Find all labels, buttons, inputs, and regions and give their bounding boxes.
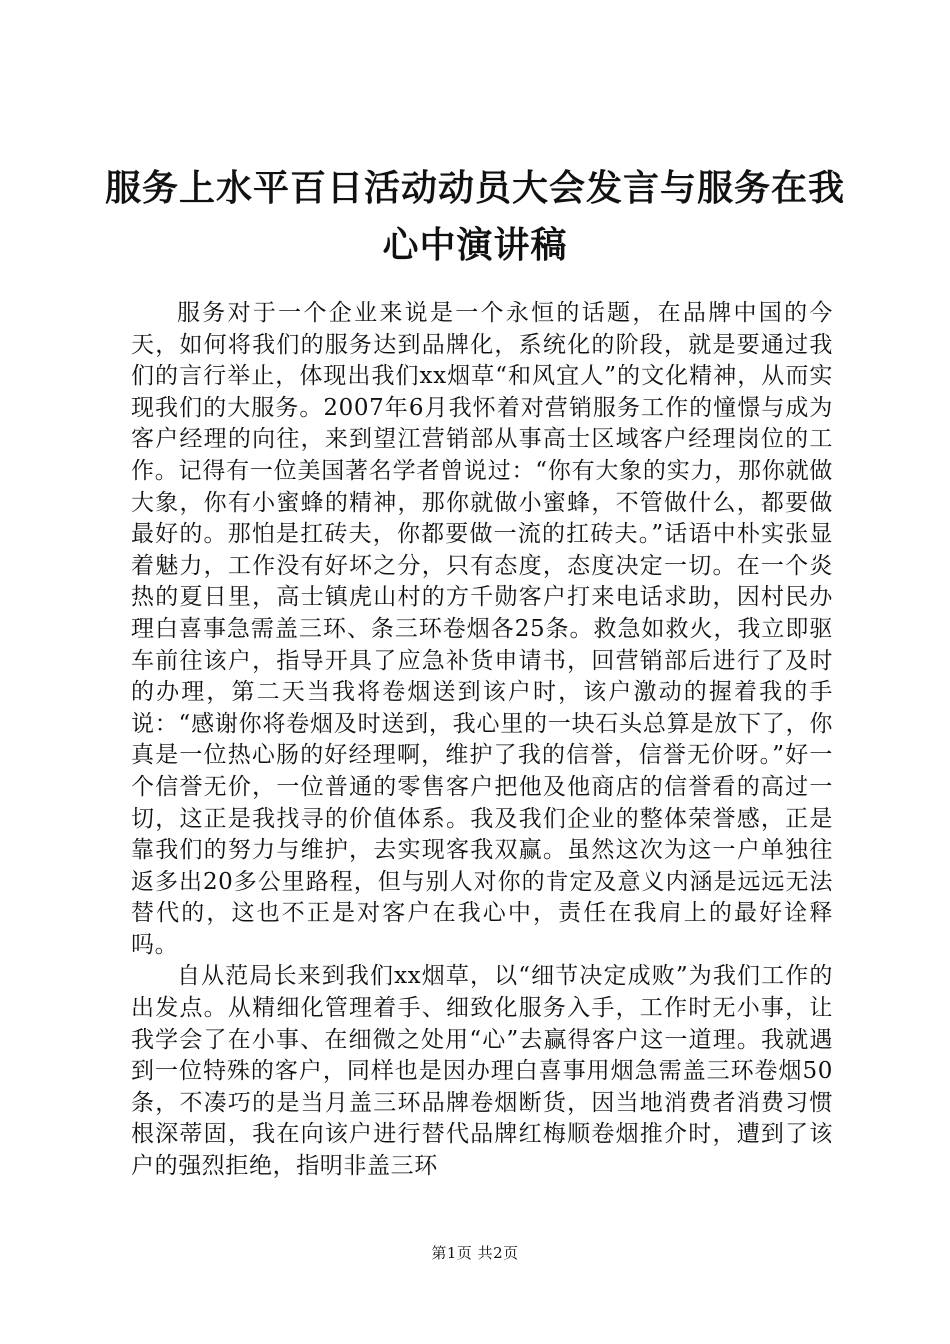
- paragraph-2: 自从范局长来到我们xx烟草，以“细节决定成败”为我们工作的出发点。从精细化管理着手、细致化服务入手，工作时无小事，让我学会了在小事、在细微之处用“心”去赢得客户这一道理。我就遇到一位特殊的客户，同样也是因办理白喜事用烟急需盖三环卷烟50条，不凑巧的是当月盖三环品牌卷烟断货，因当地消费者消费习惯根深蒂固，我在向该户进行替代品牌红梅顺卷烟推介时，遭到了该户的强烈拒绝，指明非盖三环: [131, 963, 833, 1180]
- page-number-footer: 第1页 共2页: [431, 1244, 519, 1262]
- document-title: [100, 160, 850, 274]
- document-body: [131, 298, 833, 1183]
- title-line-1: 服务上水平百日活动动员大会发言与服务在我: [104, 167, 845, 209]
- title-line-2: 心中演讲稿: [382, 224, 568, 266]
- paragraph-1: 服务对于一个企业来说是一个永恒的话题，在品牌中国的今天，如何将我们的服务达到品牌化，系统化的阶段，就是要通过我们的言行举止，体现出我们xx烟草“和风宜人”的文化精神，从而实现我们的大服务。2007年6月我怀着对营销服务工作的憧憬与成为客户经理的向往，来到望江营销部从事高士区域客户经理岗位的工作。记得有一位美国著名学者曾说过：“你有大象的实力，那你就做大象，你有小蜜蜂的精神，那你就做小蜜蜂，不管做什么，都要做最好的。那怕是扛砖夫，你都要做一流的扛砖夫。”话语中朴实张显着魅力，工作没有好坏之分，只有态度，态度决定一切。在一个炎热的夏日里，高士镇虎山村的方千勋客户打来电话求助，因村民办理白喜事急需盖三环、条三环卷烟各25条。救急如救火，我立即驱车前往该户，指导开具了应急补货申请书，回营销部后进行了及时的办理，第二天当我将卷烟送到该户时，该户激动的握着我的手说：“感谢你将卷烟及时送到，我心里的一块石头总算是放下了，你真是一位热心肠的好经理啊，维护了我的信誉，信誉无价呀。”好一个信誉无价，一位普通的零售客户把他及他商店的信誉看的高过一切，这正是我找寻的价值体系。我及我们企业的整体荣誉感，正是靠我们的努力与维护，去实现客我双赢。虽然这次为这一户单独往返多出20多公里路程，但与别人对你的肯定及意义内涵是远远无法替代的，这也不正是对客户在我心中，责任在我肩上的最好诠释吗。: [131, 300, 833, 958]
